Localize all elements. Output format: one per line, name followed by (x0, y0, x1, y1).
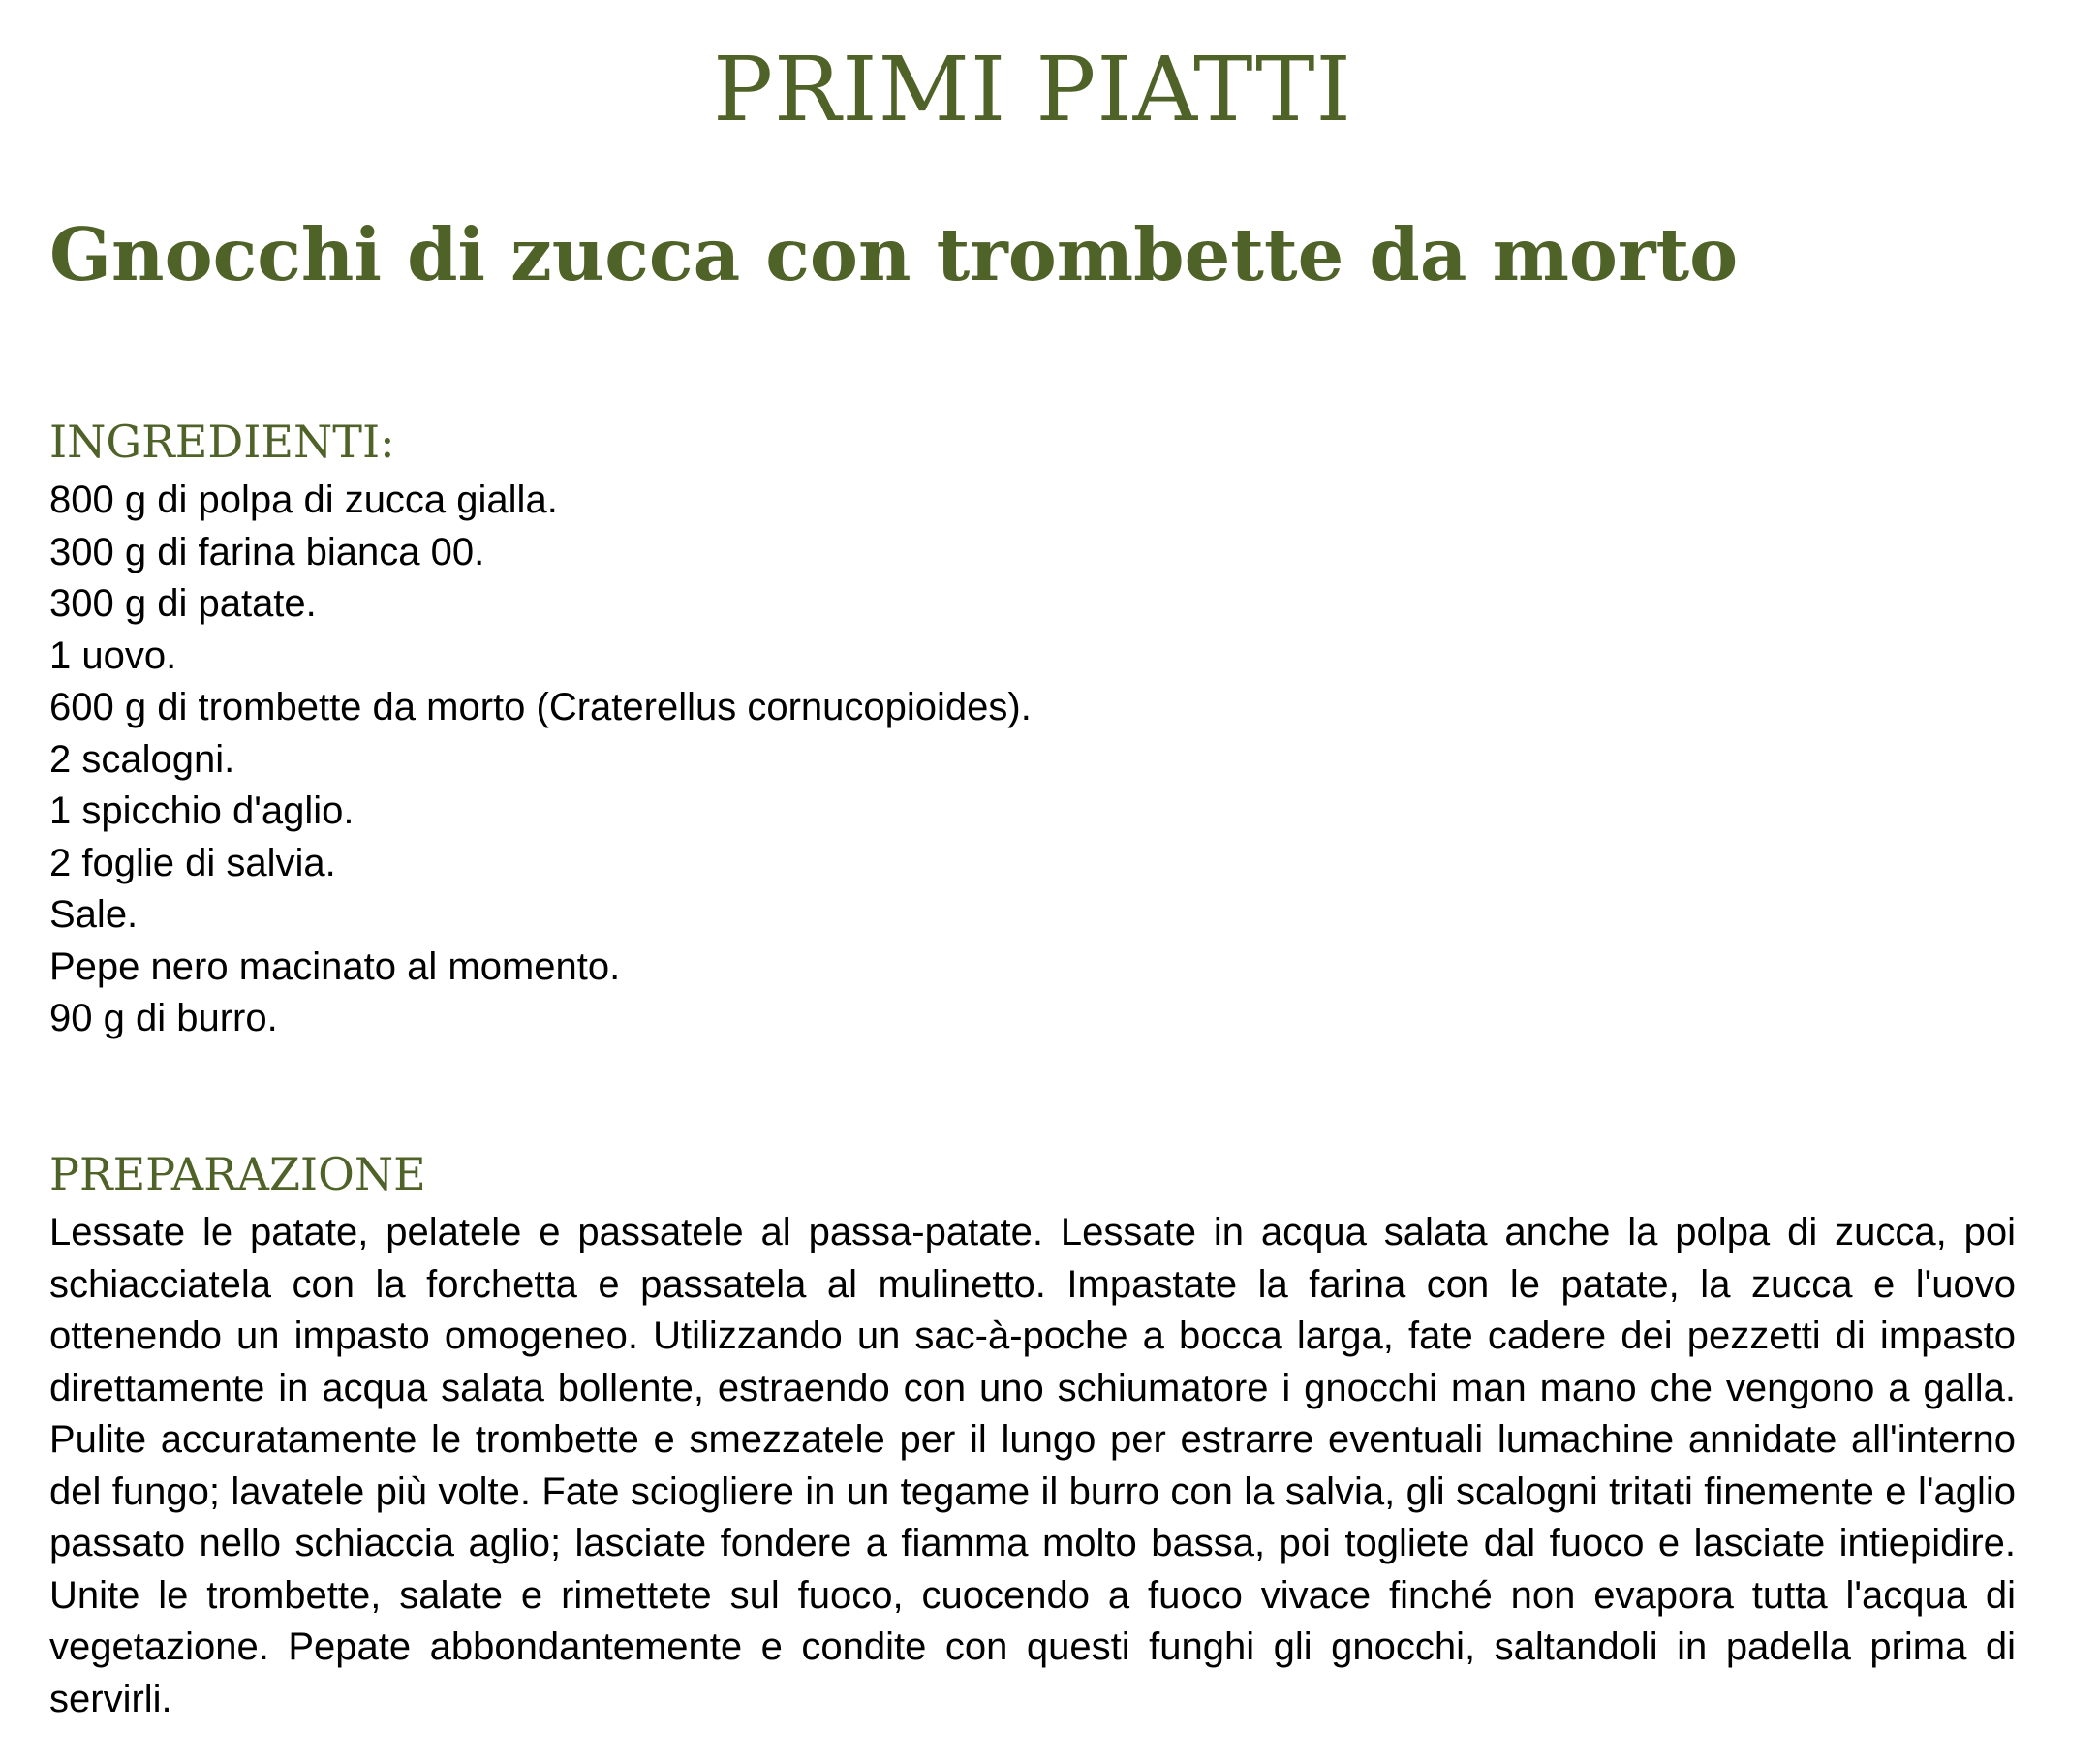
preparation-heading: PREPARAZIONE (49, 1148, 426, 1200)
recipe-title: Gnocchi di zucca con trombette da morto (49, 212, 1739, 297)
ingredient-item: 90 g di burro. (49, 997, 278, 1039)
ingredient-item: 600 g di trombette da morto (Craterellus cornucopioides). (49, 686, 1032, 728)
ingredient-item: 800 g di polpa di zucca gialla. (49, 479, 558, 521)
section-title: PRIMI PIATTI (713, 38, 1352, 141)
ingredient-item: 1 spicchio d'aglio. (49, 789, 355, 832)
ingredient-item: 1 uovo. (49, 634, 177, 677)
ingredient-item: 2 scalogni. (49, 737, 235, 781)
ingredient-item: 300 g di farina bianca 00. (49, 530, 485, 573)
ingredients-list (49, 475, 1032, 1045)
ingredient-item: Pepe nero macinato al momento. (49, 944, 621, 988)
ingredient-item: 300 g di patate. (49, 582, 317, 625)
ingredients-heading: INGREDIENTI: (49, 416, 395, 468)
ingredient-item: 2 foglie di salvia. (49, 841, 336, 884)
preparation-text: Lessate le patate, pelatele e passatele al passa-patate. Lessate in acqua salata anche la polpa di zucca, poi schiacciatela con la forchetta e passatela al mulinetto. Impastate la farina con le patate, la zucca e l'uovo ottenendo un impasto omogeneo. Utilizzando un sac-à-poche a bocca larga, fate cadere dei pezzetti di impasto direttamente in acqua salata bollente, estraendo con uno schiumatore i gnocchi man mano che vengono a galla. Pulite accuratamente le trombette e smezzatele per il lungo per estrarre eventuali lumachine annidate all'interno del fungo; lavatele più volte. Fate sciogliere in un tegame il burro con la salvia, gli scalogni tritati finemente e l'aglio passato nello schiaccia aglio; lasciate fondere a fiamma molto bassa, poi togliete dal fuoco e lasciate intiepidire. Unite le trombette, salate e rimettete sul fuoco, cuocendo a fuoco vivace finché non evapora tutta l'acqua di vegetazione. Pepate abbondantemente e condite con questi funghi gli gnocchi, saltandoli in padella prima di servirli. (49, 1211, 2016, 1720)
ingredient-item: Sale. (49, 893, 139, 936)
